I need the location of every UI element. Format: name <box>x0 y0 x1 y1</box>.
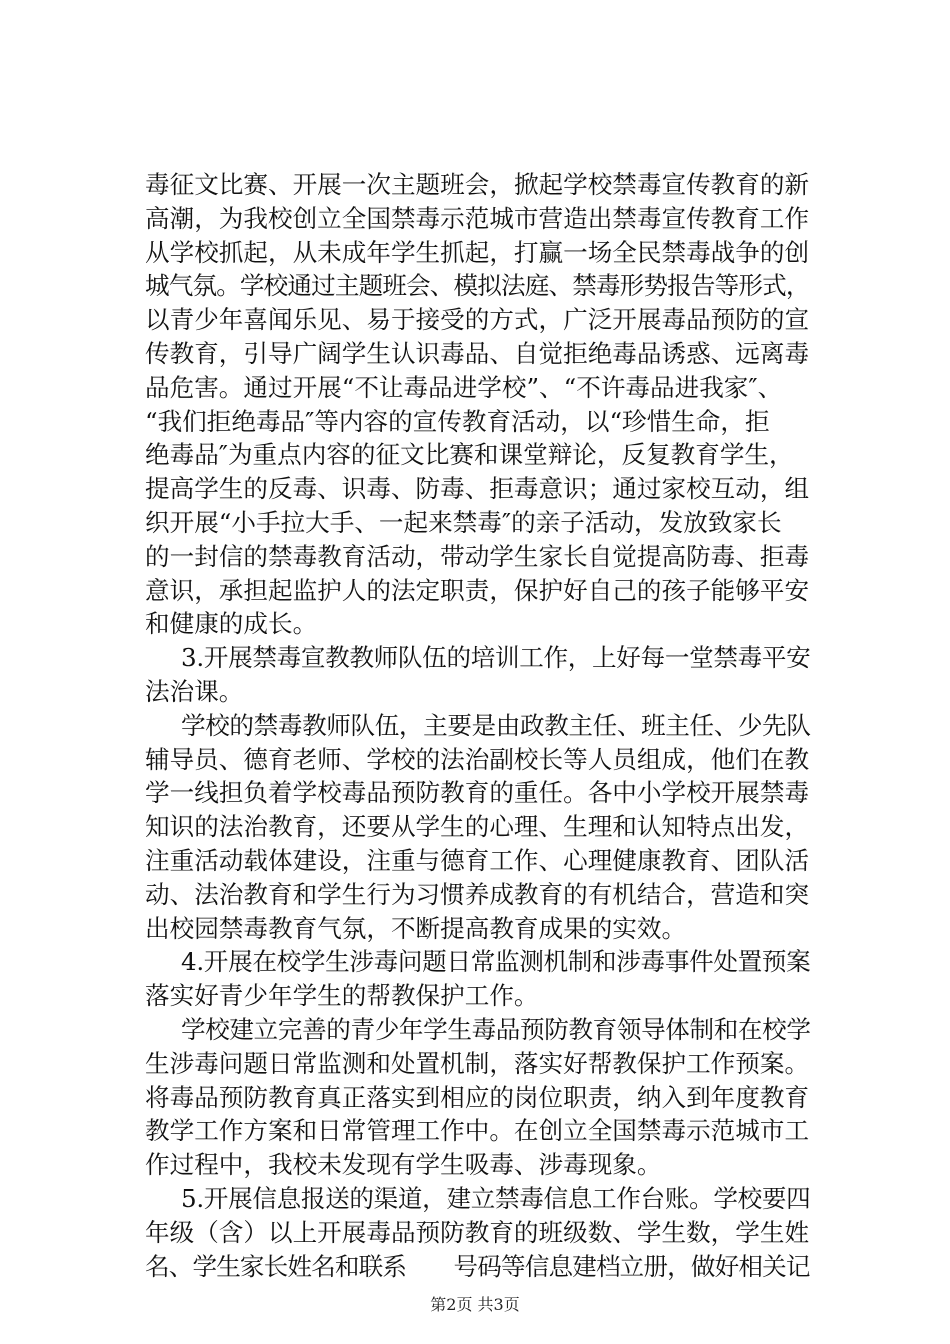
text-line: 学一线担负着学校毒品预防教育的重任。各中小学校开展禁毒 <box>145 778 810 808</box>
text-line: 知识的法治教育，还要从学生的心理、生理和认知特点出发， <box>145 812 810 842</box>
text-line: 品危害。通过开展“不让毒品进学校”、“不许毒品进我家″、 <box>145 372 783 402</box>
text-line: 织开展“小手拉大手、一起来禁毒″的亲子活动，发放致家长 <box>145 507 782 537</box>
text-line: 法治课。 <box>145 676 244 706</box>
text-line: 以青少年喜闻乐见、易于接受的方式，广泛开展毒品预防的宣 <box>145 305 810 335</box>
text-line: 毒征文比赛、开展一次主题班会，掀起学校禁毒宣传教育的新 <box>145 170 810 199</box>
text-line: 动、法治教育和学生行为习惯养成教育的有机结合，营造和突 <box>145 879 810 909</box>
text-line: 从学校抓起，从未成年学生抓起，打赢一场全民禁毒战争的创 <box>145 237 810 267</box>
text-line: 教学工作方案和日常管理工作中。在创立全国禁毒示范城市工 <box>145 1116 810 1146</box>
text-line: 传教育，引导广阔学生认识毒品、自觉拒绝毒品诱惑、远离毒 <box>145 338 810 368</box>
document-body <box>145 168 810 1283</box>
text-line: 出校园禁毒教育气氛，不断提高教育成果的实效。 <box>145 913 687 943</box>
text-line: 辅导员、德育老师、学校的法治副校长等人员组成，他们在教 <box>145 744 810 774</box>
text-line: 注重活动载体建设，注重与德育工作、心理健康教育、团队活 <box>145 845 810 875</box>
text-line: 将毒品预防教育真正落实到相应的岗位职责，纳入到年度教育 <box>145 1082 810 1112</box>
text-line: 4.开展在校学生涉毒问题日常监测机制和涉毒事件处置预案 <box>181 947 811 977</box>
text-line: 和健康的成长。 <box>145 609 318 639</box>
text-line: 提高学生的反毒、识毒、防毒、拒毒意识；通过家校互动，组 <box>145 474 810 504</box>
text-line: 作过程中，我校未发现有学生吸毒、涉毒现象。 <box>145 1150 662 1180</box>
text-line: 意识，承担起监护人的法定职责，保护好自己的孩子能够平安 <box>145 575 810 605</box>
text-line: 的一封信的禁毒教育活动，带动学生家长自觉提高防毒、拒毒 <box>145 541 810 571</box>
text-line: 落实好青少年学生的帮教保护工作。 <box>145 981 539 1011</box>
text-line: 年级（含）以上开展毒品预防教育的班级数、学生数，学生姓 <box>145 1217 810 1247</box>
text-line: 5.开展信息报送的渠道，建立禁毒信息工作台账。学校要四 <box>181 1183 811 1213</box>
text-line: 城气氛。学校通过主题班会、模拟法庭、禁毒形势报告等形式， <box>145 271 810 301</box>
text-line: 名、学生家长姓名和联系 号码等信息建档立册，做好相关记 <box>145 1251 810 1281</box>
text-line: “我们拒绝毒品″等内容的宣传教育活动，以“珍惜生命，拒 <box>145 406 770 436</box>
text-line: 学校的禁毒教师队伍，主要是由政教主任、班主任、少先队 <box>181 710 811 740</box>
text-line: 绝毒品″为重点内容的征文比赛和课堂辩论，反复教育学生， <box>145 440 794 470</box>
text-line: 生涉毒问题日常监测和处置机制，落实好帮教保护工作预案。 <box>145 1048 810 1078</box>
text-line: 学校建立完善的青少年学生毒品预防教育领导体制和在校学 <box>181 1014 811 1044</box>
text-line: 3.开展禁毒宣教教师队伍的培训工作，上好每一堂禁毒平安 <box>181 643 811 673</box>
text-line: 高潮，为我校创立全国禁毒示范城市营造出禁毒宣传教育工作 <box>145 203 810 233</box>
page-number-footer: 第2页 共3页 <box>430 1295 520 1314</box>
